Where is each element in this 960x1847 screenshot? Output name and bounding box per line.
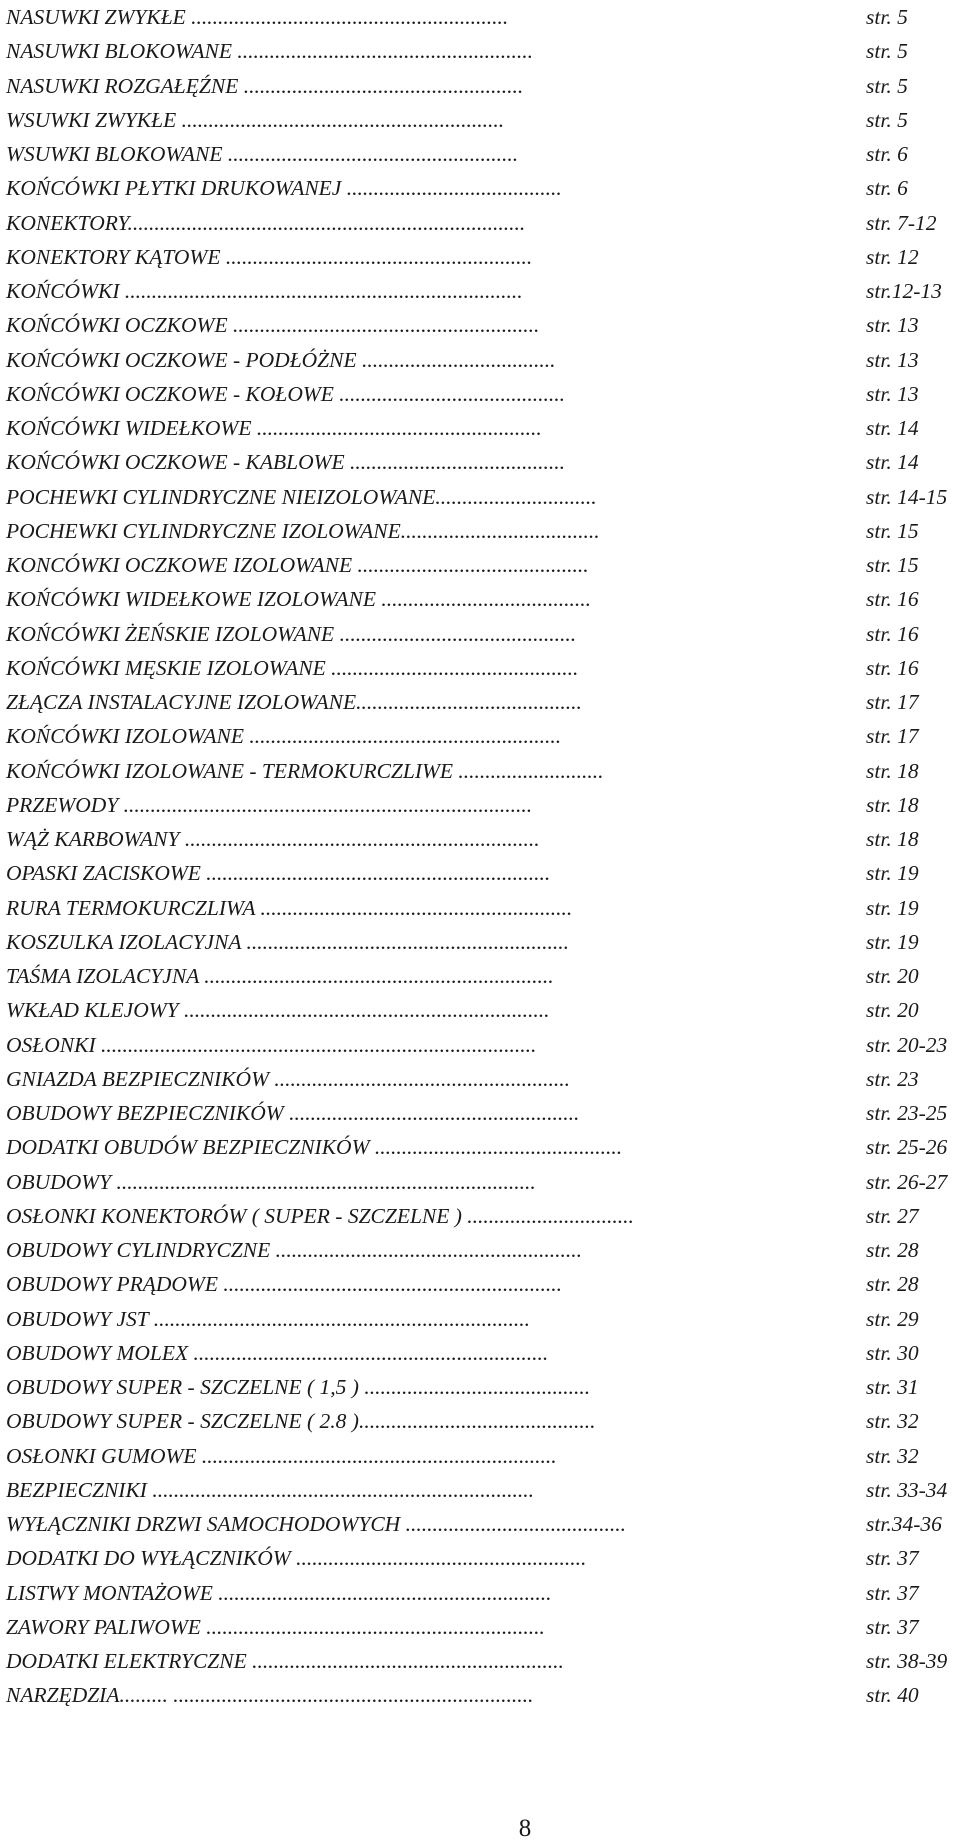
- toc-entry-title: OBUDOWY ..............................................................................: [6, 1169, 536, 1194]
- toc-entry: [6, 1165, 960, 1199]
- toc-entry-title: KOŃCÓWKI ..........................................................................: [6, 279, 523, 303]
- toc-entry-page: str. 28: [866, 1238, 919, 1262]
- toc-entry: [6, 343, 960, 377]
- toc-entry-title: KONEKTORY KĄTOWE .........................................................: [6, 244, 533, 269]
- toc-entry-page: str. 16: [866, 587, 919, 612]
- toc-entry: [6, 69, 960, 103]
- toc-entry: [6, 103, 960, 137]
- toc-entry: [6, 1062, 960, 1096]
- toc-entry-title: NASUWKI ROZGAŁĘŹNE ....................................................: [6, 73, 524, 98]
- toc-entry: [6, 651, 960, 685]
- toc-entry: [6, 891, 960, 925]
- toc-entry-page: str. 40: [866, 1683, 919, 1708]
- toc-entry-page: str. 17: [866, 724, 919, 749]
- toc-entry-page: str. 27: [866, 1203, 919, 1228]
- toc-entry-title: DODATKI DO WYŁĄCZNIKÓW ......................................................: [6, 1546, 587, 1571]
- toc-entry: [6, 685, 960, 719]
- toc-entry-title: KOŃCÓWKI OCZKOWE - KOŁOWE ..........................................: [6, 381, 566, 406]
- toc-entry-page: str. 31: [866, 1375, 919, 1399]
- toc-entry-title: NASUWKI ZWYKŁE ...........................................................: [6, 5, 509, 29]
- toc-entry: [6, 1096, 960, 1130]
- toc-entry-page: str. 20: [866, 964, 919, 988]
- toc-entry: [6, 34, 960, 68]
- toc-entry: [6, 1028, 960, 1062]
- toc-entry-page: str. 37: [866, 1580, 919, 1605]
- toc-entry-page: str. 23-25: [866, 1101, 948, 1125]
- toc-entry: [6, 514, 960, 548]
- toc-entry: [6, 1267, 960, 1301]
- toc-entry: [6, 856, 960, 890]
- toc-entry-page: str. 14: [866, 450, 919, 475]
- toc-entry: [6, 240, 960, 274]
- toc-entry-title: WSUWKI BLOKOWANE ......................................................: [6, 142, 519, 166]
- toc-entry-page: str. 6: [866, 176, 908, 201]
- toc-entry-page: str. 18: [866, 758, 919, 783]
- toc-entry-title: PRZEWODY ............................................................................: [6, 792, 533, 817]
- toc-entry-page: str.12-13: [866, 279, 942, 303]
- toc-entry-title: KOŃCÓWKI WIDEŁKOWE .....................................................: [6, 416, 542, 440]
- toc-entry: [6, 1507, 960, 1541]
- toc-entry: [6, 274, 960, 308]
- toc-entry: [6, 137, 960, 171]
- toc-entry-title: OBUDOWY PRĄDOWE ...............................................................: [6, 1272, 562, 1297]
- toc-entry-title: OSŁONKI .................................................................................: [6, 1032, 537, 1057]
- toc-entry: [6, 1644, 960, 1678]
- toc-entry-title: KOŃCÓWKI PŁYTKI DRUKOWANEJ ........................................: [6, 176, 562, 201]
- toc-entry-page: str.34-36: [866, 1512, 942, 1536]
- toc-entry-title: TAŚMA IZOLACYJNA .................................................................: [6, 964, 554, 988]
- toc-entry: [6, 617, 960, 651]
- toc-entry-page: str. 37: [866, 1546, 919, 1571]
- toc-entry-page: str. 28: [866, 1272, 919, 1297]
- toc-entry: [6, 445, 960, 479]
- toc-entry: [6, 1473, 960, 1507]
- toc-entry-title: POCHEWKI CYLINDRYCZNE NIEIZOLOWANE..............................: [6, 484, 597, 509]
- toc-entry-page: str. 38-39: [866, 1649, 948, 1673]
- toc-entry-title: OSŁONKI KONEKTORÓW ( SUPER - SZCZELNE ) ...............................: [6, 1203, 634, 1228]
- toc-entry-title: RURA TERMOKURCZLIWA ..........................................................: [6, 895, 573, 920]
- toc-entry-page: str. 18: [866, 792, 919, 817]
- toc-entry: [6, 308, 960, 342]
- toc-entry: [6, 959, 960, 993]
- toc-entry-title: ZŁĄCZA INSTALACYJNE IZOLOWANE..........................................: [6, 690, 582, 714]
- toc-entry-page: str. 13: [866, 347, 919, 372]
- toc-entry: [6, 822, 960, 856]
- toc-entry-page: str. 5: [866, 39, 908, 64]
- toc-entry-title: KOŃCÓWKI OCZKOWE - KABLOWE ........................................: [6, 450, 566, 475]
- toc-entry-page: str. 19: [866, 895, 919, 920]
- toc-entry-page: str. 32: [866, 1409, 919, 1434]
- toc-entry-title: KONCÓWKI OCZKOWE IZOLOWANE ...........................................: [6, 553, 589, 577]
- toc-entry: [6, 719, 960, 753]
- toc-entry-page: str. 14: [866, 416, 919, 440]
- toc-entry-page: str. 29: [866, 1306, 919, 1331]
- toc-entry-title: KOŃCÓWKI IZOLOWANE ..........................................................: [6, 724, 562, 749]
- toc-entry-title: WSUWKI ZWYKŁE ............................................................: [6, 107, 505, 132]
- toc-entry-title: POCHEWKI CYLINDRYCZNE IZOLOWANE.....................................: [6, 518, 600, 543]
- toc-entry: [6, 411, 960, 445]
- toc-entry-title: OBUDOWY BEZPIECZNIKÓW ......................................................: [6, 1101, 580, 1125]
- toc-entry-title: OBUDOWY JST ......................................................................: [6, 1306, 530, 1331]
- toc-entry: [6, 206, 960, 240]
- toc-entry-page: str. 13: [866, 313, 919, 338]
- toc-entry-page: str. 26-27: [866, 1169, 948, 1194]
- toc-entry-title: KOŃCÓWKI IZOLOWANE - TERMOKURCZLIWE ...........................: [6, 758, 604, 783]
- toc-entry: [6, 0, 960, 34]
- toc-entry-page: str. 13: [866, 381, 919, 406]
- toc-entry-title: LISTWY MONTAŻOWE ..............................................................: [6, 1580, 552, 1605]
- toc-entry: [6, 993, 960, 1027]
- toc-entry-title: OBUDOWY SUPER - SZCZELNE ( 2.8 )............................................: [6, 1409, 596, 1434]
- toc-entry-title: WYŁĄCZNIKI DRZWI SAMOCHODOWYCH .........................................: [6, 1512, 626, 1536]
- toc-entry-page: str. 20-23: [866, 1032, 948, 1057]
- toc-entry-title: KOSZULKA IZOLACYJNA ............................................................: [6, 929, 570, 954]
- toc-entry-title: GNIAZDA BEZPIECZNIKÓW .......................................................: [6, 1066, 570, 1091]
- toc-entry-title: KOŃCÓWKI OCZKOWE .........................................................: [6, 313, 540, 338]
- toc-entry: [6, 1439, 960, 1473]
- toc-entry: [6, 1199, 960, 1233]
- toc-entry-title: NASUWKI BLOKOWANE .......................................................: [6, 39, 534, 64]
- toc-entry: [6, 548, 960, 582]
- toc-entry-page: str. 20: [866, 998, 919, 1023]
- toc-entry-title: OBUDOWY SUPER - SZCZELNE ( 1,5 ) ..........................................: [6, 1375, 591, 1399]
- toc-entry: [6, 1404, 960, 1438]
- toc-entry-page: str. 15: [866, 553, 919, 577]
- toc-entry: [6, 1336, 960, 1370]
- toc-entry-page: str. 23: [866, 1066, 919, 1091]
- toc-entry-title: OPASKI ZACISKOWE ................................................................: [6, 861, 551, 886]
- toc-entry: [6, 1233, 960, 1267]
- table-of-contents: [6, 0, 960, 1713]
- toc-entry-title: DODATKI ELEKTRYCZNE ..........................................................: [6, 1649, 564, 1673]
- page-number: 8: [518, 1815, 532, 1842]
- toc-entry: [6, 1678, 960, 1712]
- toc-entry-page: str. 6: [866, 142, 908, 166]
- toc-entry-title: KOŃCÓWKI MĘSKIE IZOLOWANE ..............................................: [6, 655, 579, 680]
- toc-entry: [6, 754, 960, 788]
- toc-entry: [6, 582, 960, 616]
- toc-entry: [6, 480, 960, 514]
- toc-entry-title: KOŃCÓWKI OCZKOWE - PODŁÓŻNE ....................................: [6, 347, 556, 372]
- toc-entry-title: DODATKI OBUDÓW BEZPIECZNIKÓW ..............................................: [6, 1135, 623, 1160]
- toc-entry-title: OBUDOWY CYLINDRYCZNE .........................................................: [6, 1238, 582, 1262]
- toc-entry-page: str. 19: [866, 861, 919, 886]
- toc-entry-page: str. 16: [866, 655, 919, 680]
- toc-entry-page: str. 37: [866, 1614, 919, 1639]
- toc-entry: [6, 1370, 960, 1404]
- toc-entry: [6, 171, 960, 205]
- toc-entry-page: str. 7-12: [866, 210, 937, 235]
- toc-entry-page: str. 5: [866, 5, 908, 29]
- toc-entry-page: str. 25-26: [866, 1135, 948, 1160]
- toc-entry-page: str. 19: [866, 929, 919, 954]
- toc-entry: [6, 788, 960, 822]
- toc-entry: [6, 1302, 960, 1336]
- toc-entry-title: ZAWORY PALIWOWE ...............................................................: [6, 1614, 545, 1639]
- toc-entry-page: str. 12: [866, 244, 919, 269]
- toc-entry-page: str. 18: [866, 827, 919, 851]
- toc-entry: [6, 1130, 960, 1164]
- toc-entry-title: KOŃCÓWKI ŻEŃSKIE IZOLOWANE ............................................: [6, 621, 577, 646]
- toc-entry-page: str. 15: [866, 518, 919, 543]
- toc-entry-title: NARZĘDZIA......... ...................................................................: [6, 1683, 534, 1708]
- toc-entry: [6, 1576, 960, 1610]
- toc-entry-title: OSŁONKI GUMOWE ..................................................................: [6, 1443, 557, 1468]
- toc-entry-page: str. 5: [866, 73, 908, 98]
- toc-entry-title: KOŃCÓWKI WIDEŁKOWE IZOLOWANE .......................................: [6, 587, 591, 612]
- toc-entry-title: BEZPIECZNIKI .......................................................................: [6, 1477, 534, 1502]
- toc-entry-page: str. 5: [866, 107, 908, 132]
- toc-entry: [6, 1610, 960, 1644]
- toc-entry-page: str. 14-15: [866, 484, 948, 509]
- toc-entry: [6, 1541, 960, 1575]
- toc-entry: [6, 377, 960, 411]
- toc-entry-page: str. 33-34: [866, 1477, 948, 1502]
- toc-entry: [6, 925, 960, 959]
- toc-entry-title: OBUDOWY MOLEX ..................................................................: [6, 1340, 549, 1365]
- toc-entry-page: str. 17: [866, 690, 919, 714]
- toc-entry-page: str. 32: [866, 1443, 919, 1468]
- toc-entry-page: str. 16: [866, 621, 919, 646]
- toc-entry-title: WKŁAD KLEJOWY ....................................................................: [6, 998, 550, 1023]
- toc-entry-page: str. 30: [866, 1340, 919, 1365]
- toc-entry-title: KONEKTORY..........................................................................: [6, 210, 526, 235]
- toc-entry-title: WĄŻ KARBOWANY ..................................................................: [6, 827, 540, 851]
